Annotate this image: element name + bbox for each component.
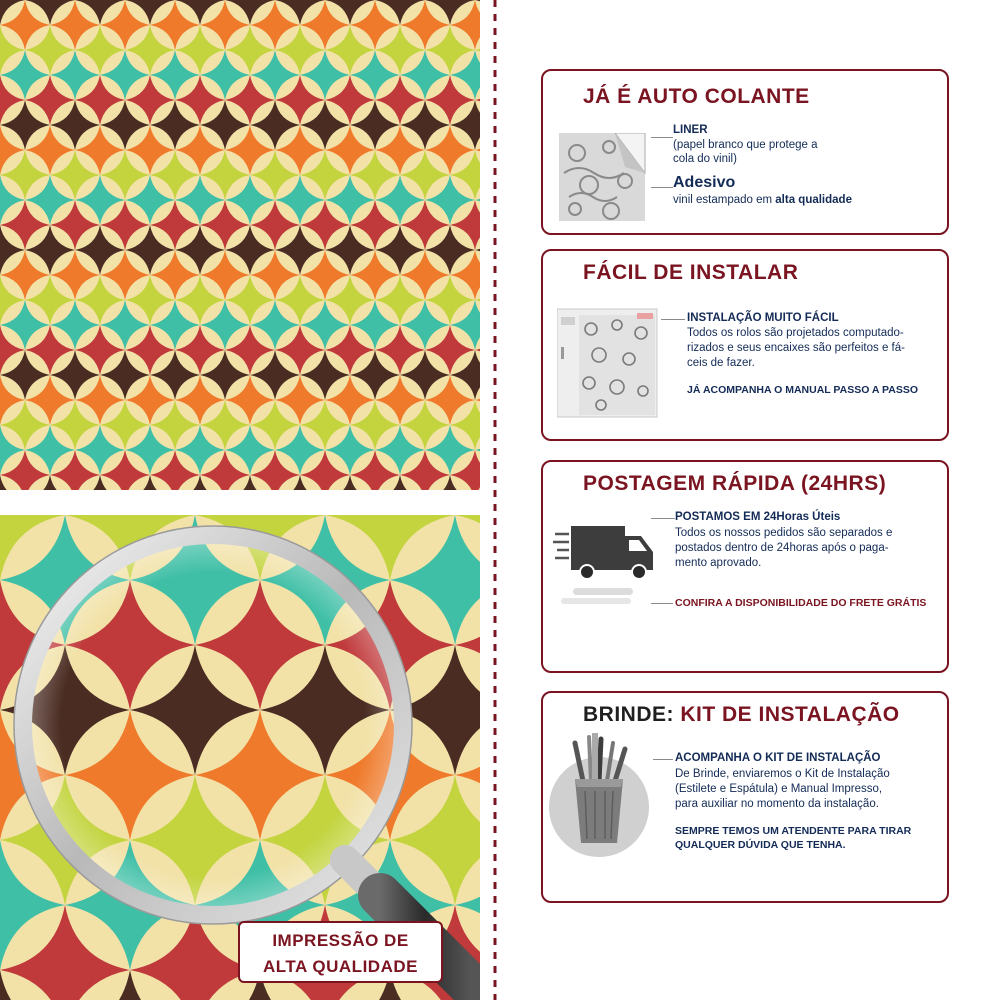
kit-note-1: SEMPRE TEMOS UM ATENDENTE PARA TIRAR xyxy=(675,825,912,837)
install-note: JÁ ACOMPANHA O MANUAL PASSO A PASSO xyxy=(687,384,919,396)
adesivo-label: Adesivo xyxy=(673,174,736,191)
adesivo-desc-bold: alta qualidade xyxy=(775,194,852,206)
card-title: POSTAGEM RÁPIDA (24HRS) xyxy=(583,472,887,495)
adesivo-desc xyxy=(673,193,852,208)
leader-line xyxy=(653,759,673,760)
install-body-2: rizados e seus encaixes são perfeitos e fá- xyxy=(687,342,905,354)
liner-label: LINER xyxy=(673,124,708,136)
leader-line xyxy=(661,319,685,320)
install-body-3: ceis de fazer. xyxy=(687,357,755,369)
post-body-3: mento aprovado. xyxy=(675,557,762,569)
card-facil-instalar xyxy=(541,249,949,441)
install-heading: INSTALAÇÃO MUITO FÁCIL xyxy=(687,312,839,324)
vinyl-sample-icon xyxy=(559,133,649,223)
card-title: FÁCIL DE INSTALAR xyxy=(583,261,799,284)
kit-heading: ACOMPANHA O KIT DE INSTALAÇÃO xyxy=(675,752,881,764)
card-postagem xyxy=(541,460,949,673)
card-brinde xyxy=(541,691,949,903)
adesivo-desc-prefix: vinil estampado em xyxy=(673,194,776,206)
delivery-truck-icon xyxy=(553,520,657,606)
leader-line xyxy=(651,518,675,519)
card-title xyxy=(583,703,900,727)
brinde-title-dark: BRINDE: xyxy=(583,703,681,726)
kit-note-2: QUALQUER DÚVIDA QUE TENHA. xyxy=(675,839,846,851)
frete-gratis-note: CONFIRA A DISPONIBILIDADE DO FRETE GRÁTIS xyxy=(675,597,927,609)
post-heading: POSTAMOS EM 24Horas Úteis xyxy=(675,511,841,523)
card-auto-colante xyxy=(541,69,949,235)
liner-desc-2: cola do vinil) xyxy=(673,153,737,165)
dashed-divider xyxy=(492,0,498,1000)
leader-line xyxy=(651,187,673,188)
install-body-1: Todos os rolos são projetados computado- xyxy=(687,327,904,339)
quality-badge xyxy=(238,921,443,983)
kit-body-3: para auxiliar no momento da instalação. xyxy=(675,798,879,810)
tool-kit-icon xyxy=(549,733,653,857)
quality-badge-line1: IMPRESSÃO DE xyxy=(272,931,409,950)
post-body-2: postados dentro de 24horas após o paga- xyxy=(675,542,889,554)
kit-body-2: (Estilete e Espátula) e Manual Impresso, xyxy=(675,783,883,795)
card-title: JÁ É AUTO COLANTE xyxy=(583,85,810,108)
wardrobe-icon xyxy=(557,307,661,419)
liner-desc-1: (papel branco que protege a xyxy=(673,139,818,151)
leader-line xyxy=(651,603,673,604)
pattern-image xyxy=(0,0,480,490)
leader-line xyxy=(651,137,673,138)
brinde-title-red: KIT DE INSTALAÇÃO xyxy=(680,703,900,726)
post-body-1: Todos os nossos pedidos são separados e xyxy=(675,527,893,539)
pattern-preview-top xyxy=(0,0,480,490)
quality-badge-line2: ALTA QUALIDADE xyxy=(263,957,418,976)
kit-body-1: De Brinde, enviaremos o Kit de Instalação xyxy=(675,768,890,780)
